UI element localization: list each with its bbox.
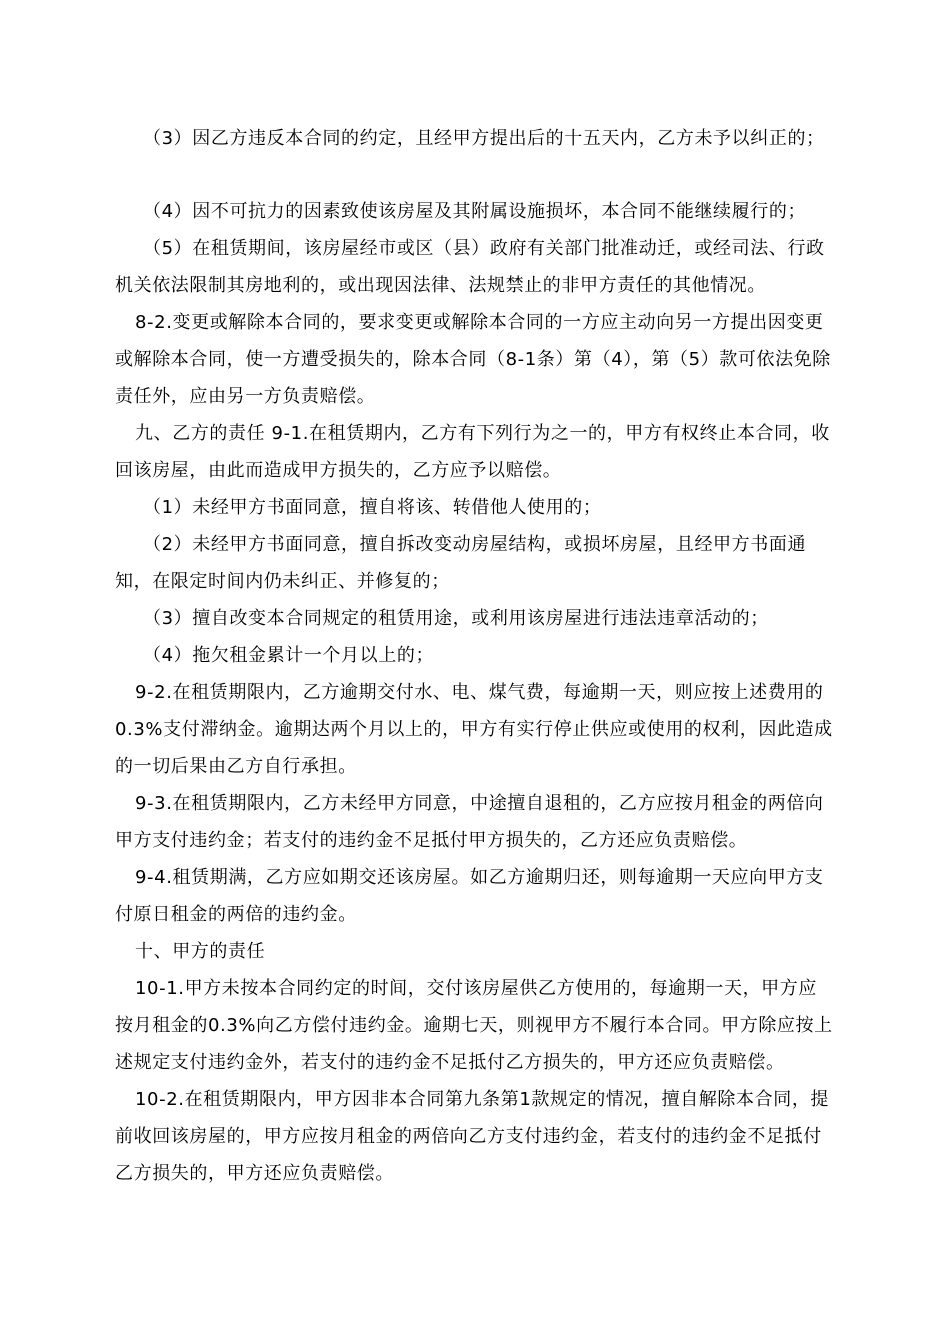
section-9-clause-9-1: 九、乙方的责任 9-1.在租赁期内，乙方有下列行为之一的，甲方有权终止本合同，收回该房屋，由此而造成甲方损失的，乙方应予以赔偿。 [115, 423, 830, 481]
clause-8-2: 8-2.变更或解除本合同的，要求变更或解除本合同的一方应主动向另一方提出因变更或解除本合同，使一方遭受损失的，除本合同（8-1条）第（4），第（5）款可依法免除责任外，应由另一方负责赔偿。 [115, 312, 831, 407]
clause-9-1-item-4: （4）拖欠租金累计一个月以上的； [143, 645, 435, 666]
clause-9-1-item-2: （2）未经甲方书面同意，擅自拆改变动房屋结构，或损坏房屋，且经甲方书面通知，在限定时间内仍未纠正、并修复的； [115, 534, 807, 592]
clause-8-1-item-4: （4）因不可抗力的因素致使该房屋及其附属设施损坏，本合同不能继续履行的； [143, 201, 807, 222]
clause-9-4: 9-4.租赁期满，乙方应如期交还该房屋。如乙方逾期归还，则每逾期一天应向甲方支付原日租金的两倍的违约金。 [115, 867, 824, 925]
section-10-heading: 十、甲方的责任 [135, 941, 266, 962]
clause-9-1-item-3: （3）擅自改变本合同规定的租赁用途，或利用该房屋进行违法违章活动的； [143, 608, 769, 629]
clause-9-3: 9-3.在租赁期限内，乙方未经甲方同意，中途擅自退租的，乙方应按月租金的两倍向甲方支付违约金；若支付的违约金不足抵付甲方损失的，乙方还应负责赔偿。 [115, 793, 824, 851]
clause-9-2: 9-2.在租赁期限内，乙方逾期交付水、电、煤气费，每逾期一天，则应按上述费用的0.3%支付滞纳金。逾期达两个月以上的，甲方有实行停止供应或使用的权利，因此造成的一切后果由乙方自行承担。 [115, 682, 833, 777]
clause-8-1-item-5: （5）在租赁期间，该房屋经市或区（县）政府有关部门批准动迁，或经司法、行政机关依法限制其房地利的，或出现因法律、法规禁止的非甲方责任的其他情况。 [115, 238, 825, 296]
clause-10-2: 10-2.在租赁期限内，甲方因非本合同第九条第1款规定的情况，擅自解除本合同，提前收回该房屋的，甲方应按月租金的两倍向乙方支付违约金，若支付的违约金不足抵付乙方损失的，甲方还应负责赔偿。 [115, 1089, 830, 1184]
clause-8-1-item-3: （3）因乙方违反本合同的约定，且经甲方提出后的十五天内，乙方未予以纠正的； [143, 128, 825, 149]
clause-9-1-item-1: （1）未经甲方书面同意，擅自将该、转借他人使用的； [143, 497, 602, 518]
clause-10-1: 10-1.甲方未按本合同约定的时间，交付该房屋供乙方使用的，每逾期一天，甲方应按月租金的0.3%向乙方偿付违约金。逾期七天，则视甲方不履行本合同。甲方除应按上述规定支付违约金外，若支付的违约金不足抵付乙方损失的，甲方还应负责赔偿。 [115, 978, 833, 1073]
